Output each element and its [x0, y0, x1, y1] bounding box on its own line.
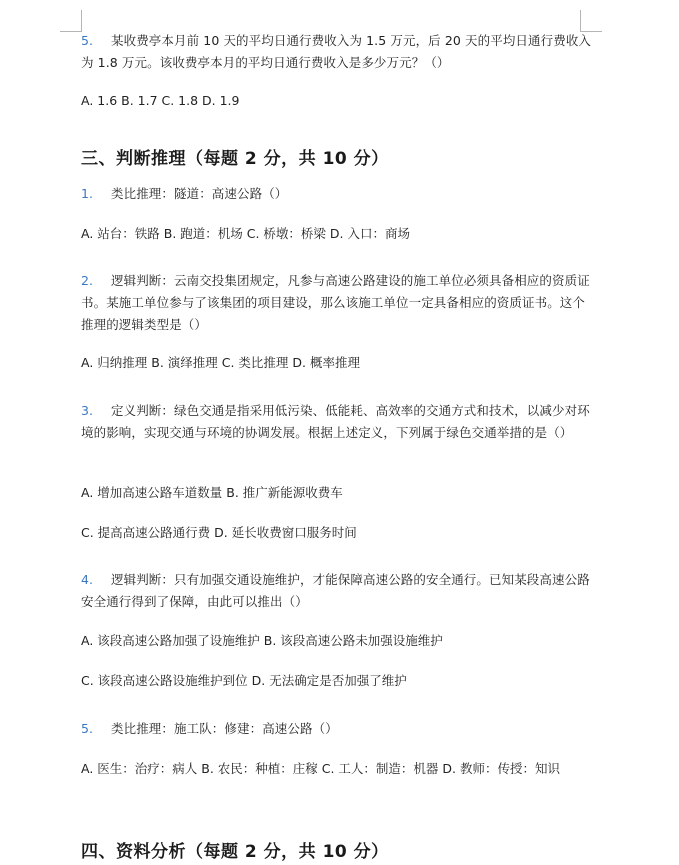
- section-4-heading: 四、资料分析（每题 2 分，共 10 分）: [81, 842, 389, 862]
- question-number: 2.: [81, 273, 94, 288]
- question-options: [81, 90, 593, 112]
- question-block: [81, 718, 593, 740]
- question-number: 3.: [81, 403, 94, 418]
- question-text: 1. 类比推理：隧道：高速公路（）: [81, 183, 593, 205]
- question-text: 5. 某收费亭本月前 10 天的平均日通行费收入为 1.5 万元，后 20 天的平均日通行费收入为 1.8 万元。该收费亭本月的平均日通行费收入是多少万元？（）: [81, 30, 593, 74]
- question-number: 1.: [81, 186, 94, 201]
- section-3-heading: 三、判断推理（每题 2 分，共 10 分）: [81, 149, 389, 169]
- question-block: [81, 569, 593, 613]
- options-line: A. 站台：铁路 B. 跑道：机场 C. 桥墩：桥梁 D. 入口：商场: [81, 226, 410, 241]
- question-block: [81, 183, 593, 205]
- crop-mark-left-vertical: [81, 10, 82, 31]
- options-line: C. 该段高速公路设施维护到位 D. 无法确定是否加强了维护: [81, 673, 407, 688]
- question-number: 5.: [81, 721, 94, 736]
- section-heading: [81, 840, 593, 864]
- options-line: A. 增加高速公路车道数量 B. 推广新能源收费车: [81, 485, 343, 500]
- question-text: 3. 定义判断：绿色交通是指采用低污染、低能耗、高效率的交通方式和技术，以减少对环境的影响，实现交通与环境的协调发展。根据上述定义，下列属于绿色交通举措的是（）: [81, 400, 593, 444]
- question-options: [81, 630, 593, 652]
- question-text: 4. 逻辑判断：只有加强交通设施维护，才能保障高速公路的安全通行。已知某段高速公路安全通行得到了保障，由此可以推出（）: [81, 569, 593, 613]
- question-options: [81, 758, 593, 780]
- options-line: A. 医生：治疗：病人 B. 农民：种植：庄稼 C. 工人：制造：机器 D. 教师：传授：知识: [81, 761, 560, 776]
- question-options: [81, 670, 593, 692]
- section-heading: [81, 147, 593, 171]
- options-line: C. 提高高速公路通行费 D. 延长收费窗口服务时间: [81, 525, 357, 540]
- options-line: A. 归纳推理 B. 演绎推理 C. 类比推理 D. 概率推理: [81, 355, 360, 370]
- crop-mark-right-vertical: [580, 10, 581, 31]
- options-line: A. 1.6 B. 1.7 C. 1.8 D. 1.9: [81, 93, 240, 108]
- question-options: [81, 223, 593, 245]
- question-text: 5. 类比推理：施工队：修建：高速公路（）: [81, 718, 593, 740]
- question-block: [81, 30, 593, 74]
- question-options: [81, 352, 593, 374]
- question-options: [81, 522, 593, 544]
- question-block: [81, 400, 593, 444]
- question-text: 2. 逻辑判断：云南交投集团规定，凡参与高速公路建设的施工单位必须具备相应的资质证书。某施工单位参与了该集团的项目建设，那么该施工单位一定具备相应的资质证书。这个推理的逻辑类型是（）: [81, 270, 593, 336]
- question-block: [81, 270, 593, 336]
- crop-mark-left-horizontal: [60, 31, 82, 32]
- options-line: A. 该段高速公路加强了设施维护 B. 该段高速公路未加强设施维护: [81, 633, 443, 648]
- question-number: 5.: [81, 33, 94, 48]
- question-number: 4.: [81, 572, 94, 587]
- question-options: [81, 482, 593, 504]
